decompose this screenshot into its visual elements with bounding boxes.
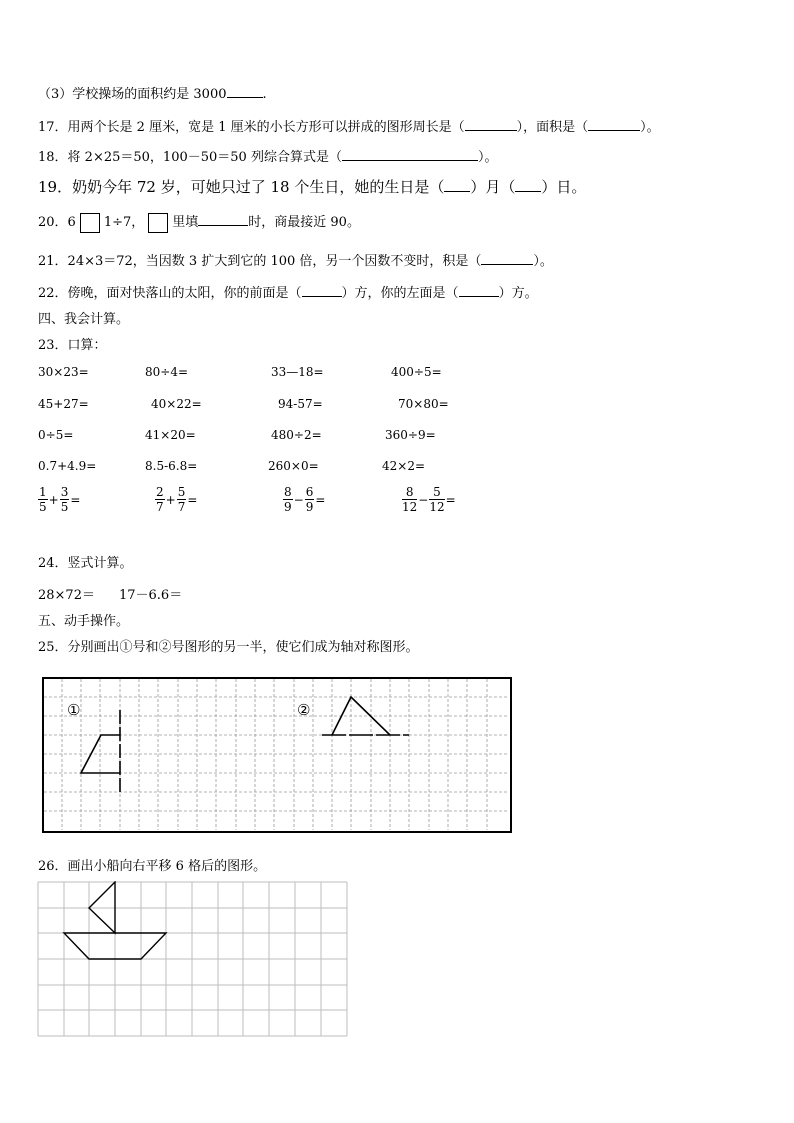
- q19-text-c: ）日。: [541, 178, 587, 196]
- calc-item: 70×80=: [398, 397, 449, 411]
- calc-item: 360÷9=: [385, 428, 436, 442]
- fraction-expr: [402, 485, 457, 514]
- equals-sign: =: [187, 492, 198, 507]
- numerator: 8: [284, 485, 292, 499]
- q20-text-a: 20．6: [38, 215, 76, 230]
- q19-text-b: ）月（: [470, 178, 516, 196]
- q18-text-b: ）。: [477, 150, 498, 165]
- digit-box[interactable]: [80, 213, 100, 233]
- fraction: [305, 485, 315, 514]
- calc-item: 260×0=: [268, 459, 319, 473]
- symmetry-grid-figure[interactable]: [41, 676, 513, 834]
- question-23-title: 23．口算：: [38, 338, 107, 353]
- q22-text-a: 22．傍晚，面对快落山的太阳，你的前面是（: [38, 286, 302, 301]
- q16-part3-tail: .: [262, 87, 267, 102]
- calc-item: 94-57=: [278, 397, 323, 411]
- figure-1-label: ①: [67, 701, 81, 719]
- calc-item: 40×22=: [151, 397, 202, 411]
- figure-2-label: ②: [297, 701, 311, 719]
- section-5-heading: 五、动手操作。: [38, 614, 130, 629]
- answer-blank[interactable]: [198, 213, 248, 226]
- equals-sign: =: [445, 492, 456, 507]
- digit-box[interactable]: [148, 213, 168, 233]
- q16-part3-text: （3）学校操场的面积约是 3000: [38, 87, 227, 102]
- calc-item: 400÷5=: [391, 365, 442, 379]
- question-25-title: 25．分别画出①号和②号图形的另一半，使它们成为轴对称图形。: [38, 640, 419, 655]
- question-19: [38, 176, 586, 197]
- fraction: [155, 485, 165, 514]
- denominator: 12: [429, 500, 445, 514]
- operator: +: [165, 492, 176, 507]
- denominator: 7: [156, 500, 164, 514]
- q21-text-a: 21．24×3＝72，当因数 3 扩大到它的 100 倍，另一个因数不变时，积是（: [38, 254, 482, 269]
- calc-item: 480÷2=: [271, 428, 322, 442]
- calc-item: 8.5-6.8=: [145, 459, 198, 473]
- question-17: [38, 116, 660, 135]
- answer-blank-day[interactable]: [515, 179, 541, 192]
- calc-item: 41×20=: [145, 428, 196, 442]
- square-grid: [38, 882, 347, 1036]
- vertical-calc-1: 28×72＝: [38, 588, 95, 603]
- calc-item: 33—18=: [271, 365, 324, 379]
- fraction: [402, 485, 417, 514]
- calc-item: 42×2=: [382, 459, 426, 473]
- question-26-title: 26．画出小船向右平移 6 格后的图形。: [38, 859, 267, 874]
- fraction-expr: [283, 485, 326, 514]
- answer-blank-perimeter[interactable]: [465, 118, 517, 131]
- q20-text-c: 里填: [172, 215, 199, 230]
- question-22: [38, 282, 538, 301]
- question-24-title: 24．竖式计算。: [38, 556, 133, 571]
- q17-text-c: ）。: [640, 120, 660, 135]
- equals-sign: =: [70, 492, 81, 507]
- denominator: 5: [39, 500, 47, 514]
- grid-border: [43, 678, 511, 832]
- numerator: 5: [429, 485, 444, 500]
- numerator: 8: [402, 485, 417, 500]
- calc-item: 80÷4=: [145, 365, 189, 379]
- calc-item: 0÷5=: [38, 428, 74, 442]
- answer-blank-area[interactable]: [588, 118, 640, 131]
- fraction-expr: [155, 485, 198, 514]
- operator: +: [48, 492, 59, 507]
- question-18: [38, 146, 497, 165]
- denominator: 12: [402, 500, 418, 514]
- question-20: [38, 211, 360, 233]
- vertical-calc-2: 17－6.6＝: [118, 588, 183, 603]
- numerator: 3: [60, 485, 69, 499]
- calc-item: 0.7+4.9=: [38, 459, 97, 473]
- question-24-exprs: [38, 584, 182, 603]
- dashed-grid: [44, 679, 509, 830]
- boat-grid-figure[interactable]: [37, 881, 350, 1038]
- fraction: [429, 485, 444, 514]
- q20-text-d: 时，商最接近 90。: [248, 215, 360, 230]
- q19-text-a: 19．奶奶今年 72 岁，可她只过了 18 个生日，她的生日是（: [38, 178, 445, 196]
- answer-blank-left[interactable]: [459, 284, 499, 297]
- q17-text-a: 17．用两个长是 2 厘米，宽是 1 厘米的小长方形可以拼成的图形周长是（: [38, 120, 465, 135]
- answer-blank[interactable]: [481, 252, 533, 265]
- q16-part3: [38, 83, 267, 102]
- question-21: [38, 250, 553, 269]
- denominator: 9: [305, 500, 314, 514]
- fraction: [177, 485, 187, 514]
- q18-text-a: 18．将 2×25＝50，100－50＝50 列综合算式是（: [38, 150, 342, 165]
- answer-blank-month[interactable]: [444, 179, 470, 192]
- answer-blank[interactable]: [342, 148, 478, 161]
- q20-text-b: 1÷7，: [103, 215, 145, 230]
- q17-text-b: ），面积是（: [516, 120, 589, 135]
- denominator: 9: [284, 500, 292, 514]
- fraction: [60, 485, 70, 514]
- calc-item: 30×23=: [38, 365, 89, 379]
- section-4-heading: 四、我会计算。: [38, 312, 130, 327]
- fraction-expr: [38, 485, 81, 514]
- fraction: [283, 485, 293, 514]
- numerator: 5: [177, 485, 186, 499]
- numerator: 6: [305, 485, 314, 499]
- operator: −: [293, 492, 304, 507]
- denominator: 7: [177, 500, 186, 514]
- fraction: [38, 485, 48, 514]
- q22-text-b: ）方，你的左面是（: [341, 286, 459, 301]
- q21-text-b: ）。: [533, 254, 553, 269]
- denominator: 5: [60, 500, 69, 514]
- q22-text-c: ）方。: [498, 286, 538, 301]
- equals-sign: =: [315, 492, 326, 507]
- answer-blank[interactable]: [227, 85, 263, 98]
- calc-item: 45+27=: [38, 397, 89, 411]
- numerator: 1: [39, 485, 47, 499]
- operator: −: [418, 492, 429, 507]
- numerator: 2: [156, 485, 164, 499]
- answer-blank-front[interactable]: [302, 284, 342, 297]
